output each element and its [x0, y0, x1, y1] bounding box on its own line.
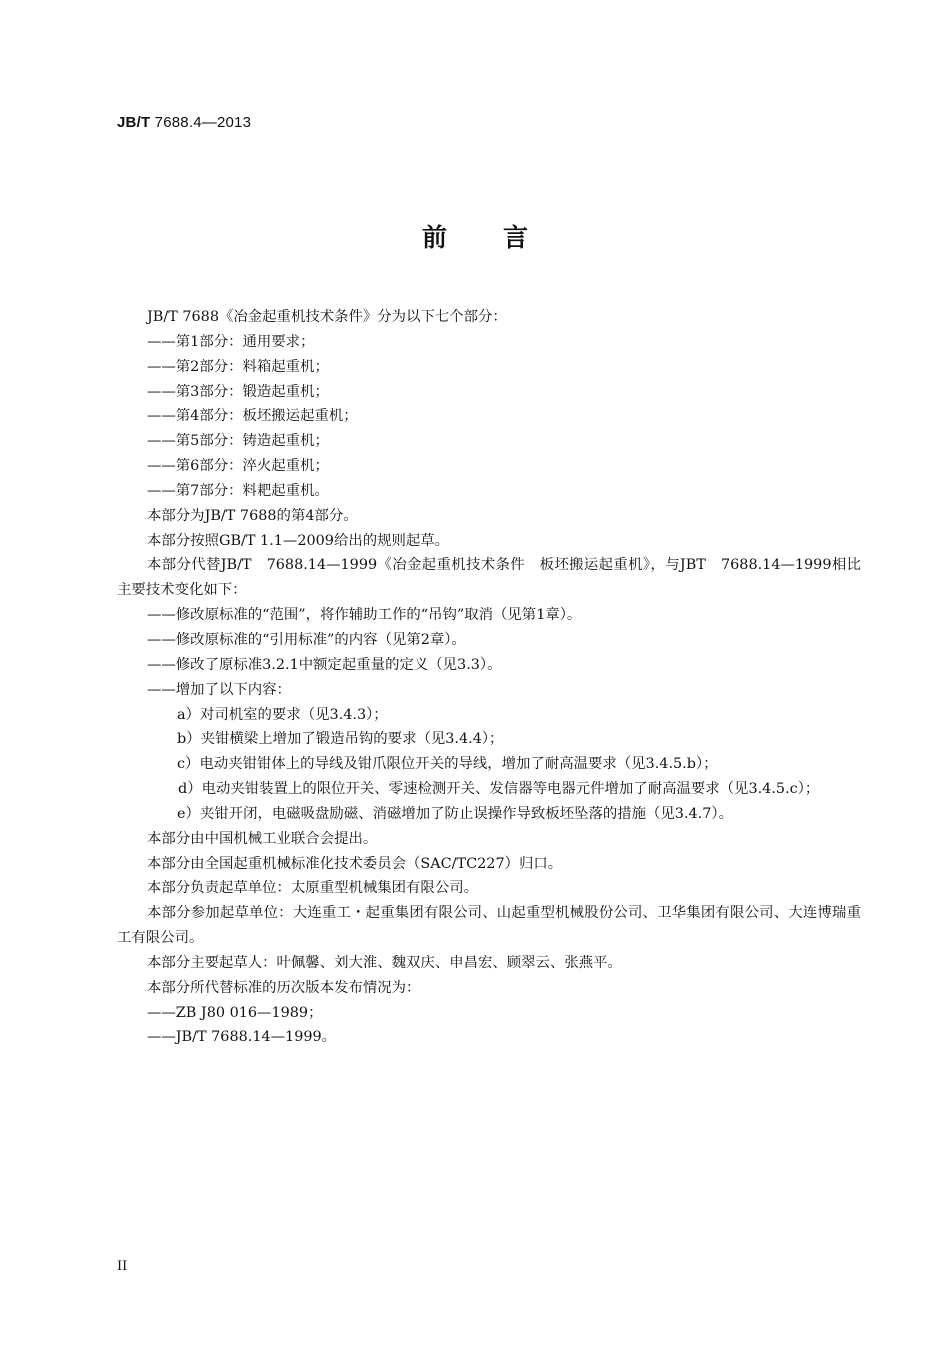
part-list-item: ——第4部分：板坯搬运起重机； [147, 408, 358, 425]
part-list-item: ——第1部分：通用要求； [147, 333, 315, 350]
history-list-item: ——JB/T 7688.14—1999。 [147, 1029, 337, 1046]
change-list-item: ——增加了以下内容： [147, 681, 291, 698]
addition-list-item: b）夹钳横梁上增加了锻造吊钩的要求（见3.4.4）； [177, 731, 504, 748]
page-number: II [117, 1259, 128, 1274]
part-list-item: ——第2部分：料箱起重机； [147, 358, 329, 375]
change-list-item: ——修改原标准的“引用标准”的内容（见第2章）。 [147, 631, 466, 648]
addition-list-item: d）电动夹钳装置上的限位开关、零速检测开关、发信器等电器元件增加了耐高温要求（见3.4.5.c）； [178, 781, 820, 798]
part-list-item: ——第7部分：料耙起重机。 [147, 482, 329, 499]
history-list-item: ——ZB J80 016—1989； [147, 1004, 323, 1021]
part-list-item: ——第5部分：铸造起重机； [147, 433, 329, 450]
addition-list-item: a）对司机室的要求（见3.4.3）； [177, 706, 388, 723]
standard-part-number: 7688.4—2013 [150, 114, 252, 131]
addition-list-item: c）电动夹钳钳体上的导线及钳爪限位开关的导线，增加了耐高温要求（见3.4.5.b）； [177, 756, 718, 773]
part-list-item: ——第6部分：淬火起重机； [147, 458, 329, 475]
change-list-item: ——修改原标准的“范围”，将作辅助工作的“吊钩”取消（见第1章）。 [147, 607, 582, 624]
participating-units-paragraph: 本部分参加起草单位：大连重工・起重集团有限公司、山起重型机械股份公司、卫华集团有限公司、大连博瑞重工有限公司。 [117, 905, 861, 947]
this-part-paragraph: 本部分为JB/T 7688的第4部分。 [147, 507, 358, 524]
replaces-paragraph: 本部分代替JB/T 7688.14—1999《冶金起重机技术条件 板坯搬运起重机》，与JBT 7688.14—1999相比主要技术变化如下： [117, 557, 861, 599]
page-title: 前言 [421, 223, 584, 252]
proposed-by-paragraph: 本部分由中国机械工业联合会提出。 [147, 830, 378, 847]
change-list-item: ——修改了原标准3.2.1中额定起重量的定义（见3.3）。 [147, 656, 502, 673]
standard-prefix: JB/T [117, 114, 151, 131]
drafting-rules-paragraph: 本部分按照GB/T 1.1—2009给出的规则起草。 [147, 532, 450, 549]
centralized-by-paragraph: 本部分由全国起重机械标准化技术委员会（SAC/TC227）归口。 [147, 855, 563, 872]
standard-number [117, 114, 251, 131]
intro-paragraph: JB/T 7688《冶金起重机技术条件》分为以下七个部分： [147, 309, 507, 325]
foreword-body [117, 305, 861, 1050]
drafters-paragraph: 本部分主要起草人：叶佩馨、刘大淮、魏双庆、申昌宏、顾翠云、张燕平。 [147, 954, 622, 971]
part-list-item: ——第3部分：锻造起重机； [147, 383, 329, 400]
responsible-unit-paragraph: 本部分负责起草单位：太原重型机械集团有限公司。 [147, 880, 478, 897]
history-intro-paragraph: 本部分所代替标准的历次版本发布情况为： [147, 979, 421, 996]
addition-list-item: e）夹钳开闭，电磁吸盘励磁、消磁增加了防止误操作导致板坯坠落的措施（见3.4.7）。 [177, 805, 733, 822]
